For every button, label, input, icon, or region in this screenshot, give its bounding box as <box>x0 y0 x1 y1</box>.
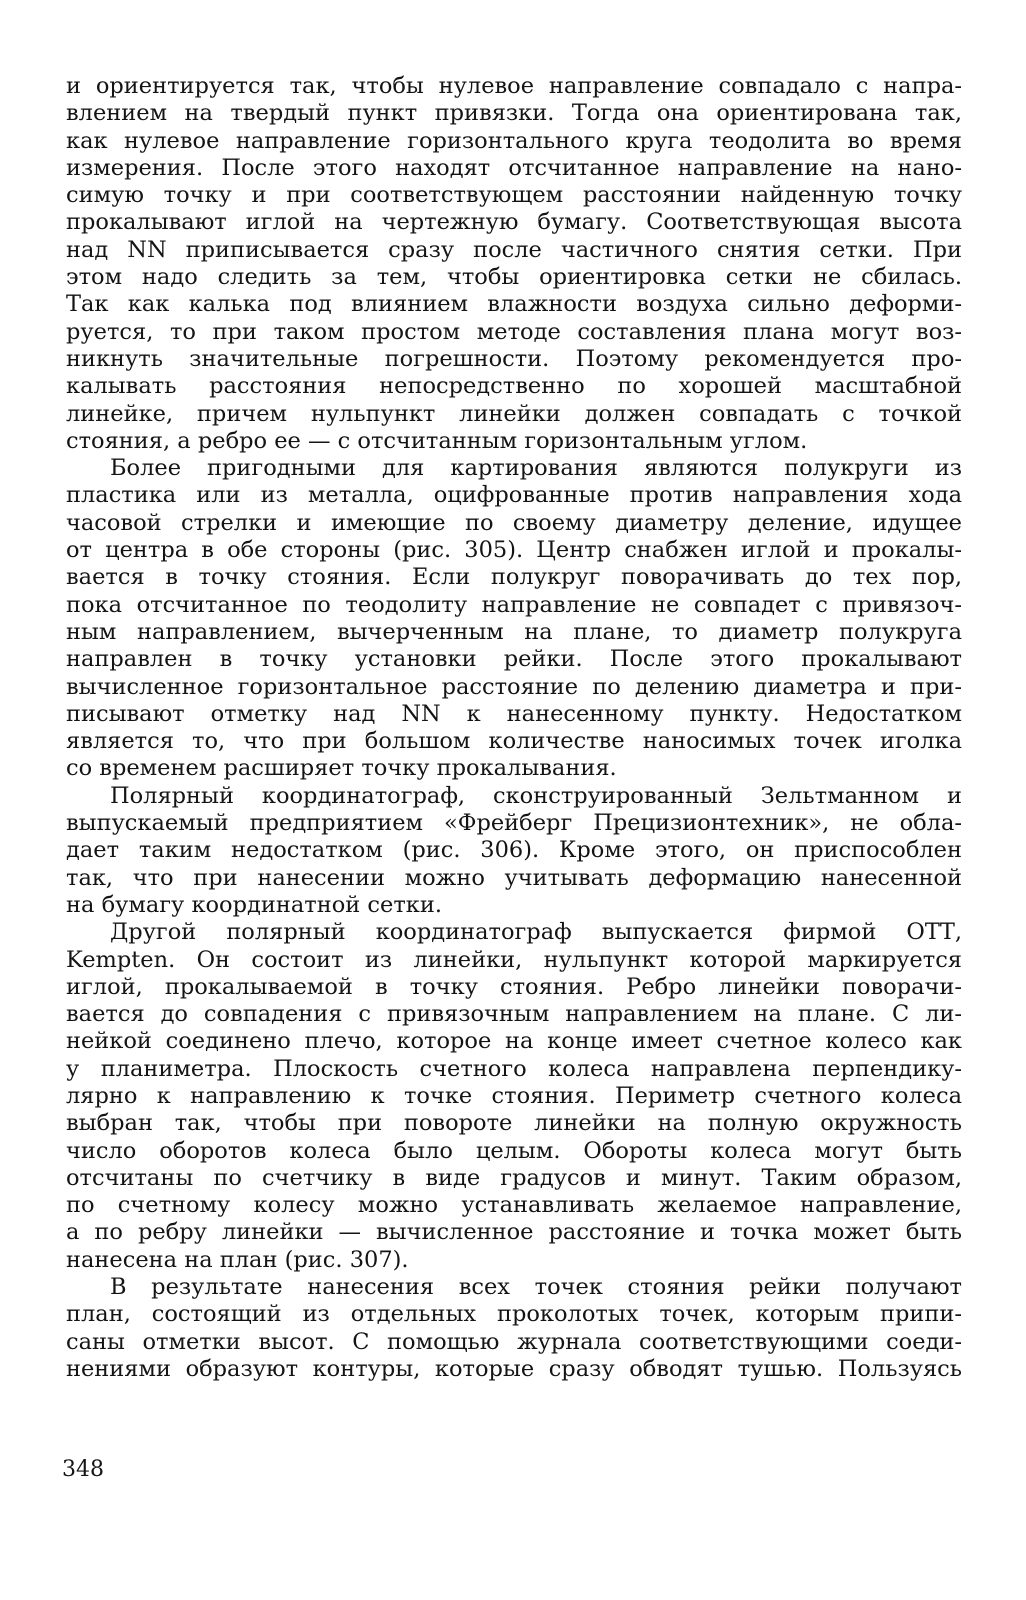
text-line: вается до совпадения с привязочным направлением на плане. С ли- <box>66 1001 962 1028</box>
text-line: направлен в точку установки рейки. После этого прокалывают <box>66 646 962 673</box>
text-line: является то, что при большом количестве наносимых точек иголка <box>66 728 962 755</box>
page-number: 348 <box>62 1457 104 1482</box>
text-line: Более пригодными для картирования являются полукруги из <box>110 455 962 482</box>
text-line: пока отсчитанное по теодолиту направление не совпадет с привязоч- <box>66 591 962 618</box>
text-line: часовой стрелки и имеющие по своему диаметру деление, идущее <box>66 509 962 536</box>
text-line: пластика или из металла, оцифрованные против направления хода <box>66 482 962 509</box>
text-line: лярно к направлению к точке стояния. Периметр счетного колеса <box>66 1082 962 1109</box>
text-line: как нулевое направление горизонтального круга теодолита во время <box>66 127 962 154</box>
text-line: нейкой соединено плечо, которое на конце имеет счетное колесо как <box>66 1028 962 1055</box>
text-line: вычисленное горизонтальное расстояние по делению диаметра и при- <box>66 673 962 700</box>
text-line: никнуть значительные погрешности. Поэтому рекомендуется про- <box>66 345 962 372</box>
text-line: Так как калька под влиянием влажности воздуха сильно деформи- <box>66 291 962 318</box>
text-line: выпускаемый предприятием «Фрейберг Прецизионтехник», не обла- <box>66 810 962 837</box>
text-line: калывать расстояния непосредственно по хорошей масштабной <box>66 373 962 400</box>
body-text <box>66 73 962 1383</box>
text-line: и ориентируется так, чтобы нулевое направление совпадало с напра- <box>66 73 962 99</box>
text-line: измерения. После этого находят отсчитанное направление на нано- <box>66 154 962 181</box>
text-line: саны отметки высот. С помощью журнала соответствующими соеди- <box>66 1328 962 1355</box>
text-line: отсчитаны по счетчику в виде градусов и минут. Таким образом, <box>66 1164 962 1191</box>
text-line: у планиметра. Плоскость счетного колеса направлена перпендику- <box>66 1055 962 1082</box>
text-line: дает таким недостатком (рис. 306). Кроме этого, он приспособлен <box>66 837 962 864</box>
text-line: симую точку и при соответствующем расстоянии найденную точку <box>66 182 962 209</box>
text-line: со временем расширяет точку прокалывания. <box>66 755 617 782</box>
text-line: Kempten. Он состоит из линейки, нульпункт которой маркируется <box>66 946 962 973</box>
text-line: руется, то при таком простом методе составления плана могут воз- <box>66 318 962 345</box>
text-line: а по ребру линейки — вычисленное расстояние и точка может быть <box>66 1219 962 1246</box>
text-line: линейке, причем нульпункт линейки должен совпадать с точкой <box>66 400 962 427</box>
text-line: на бумагу координатной сетки. <box>66 891 442 918</box>
text-line: прокалывают иглой на чертежную бумагу. Соответствующая высота <box>66 209 962 236</box>
text-line: ным направлением, вычерченным на плане, то диаметр полукруга <box>66 618 962 645</box>
text-line: число оборотов колеса было целым. Обороты колеса могут быть <box>66 1137 962 1164</box>
text-line: от центра в обе стороны (рис. 305). Центр снабжен иглой и прокалы- <box>66 537 962 564</box>
text-line: нанесена на план (рис. 307). <box>66 1246 409 1273</box>
text-line: влением на твердый пункт привязки. Тогда она ориентирована так, <box>66 100 962 127</box>
text-line: этом надо следить за тем, чтобы ориентировка сетки не сбилась. <box>66 264 962 291</box>
text-line: стояния, а ребро ее — с отсчитанным горизонтальным углом. <box>66 427 808 454</box>
text-line: так, что при нанесении можно учитывать деформацию нанесенной <box>66 864 962 891</box>
text-line: иглой, прокалываемой в точку стояния. Ребро линейки поворачи- <box>66 973 962 1000</box>
text-line: над NN приписывается сразу после частичного снятия сетки. При <box>66 236 962 263</box>
text-line: нениями образуют контуры, которые сразу обводят тушью. Пользуясь <box>66 1355 962 1382</box>
text-line: В результате нанесения всех точек стояния рейки получают <box>110 1274 962 1301</box>
text-line: Другой полярный координатограф выпускается фирмой ОТТ, <box>110 919 962 946</box>
text-line: писывают отметку над NN к нанесенному пункту. Недостатком <box>66 700 962 727</box>
text-line: по счетному колесу можно устанавливать желаемое направление, <box>66 1192 962 1219</box>
text-line: вается в точку стояния. Если полукруг поворачивать до тех пор, <box>66 564 962 591</box>
text-line: план, состоящий из отдельных проколотых точек, которым припи- <box>66 1301 962 1328</box>
text-line: Полярный координатограф, сконструированный Зельтманном и <box>110 782 962 809</box>
text-line: выбран так, чтобы при повороте линейки на полную окружность <box>66 1110 962 1137</box>
